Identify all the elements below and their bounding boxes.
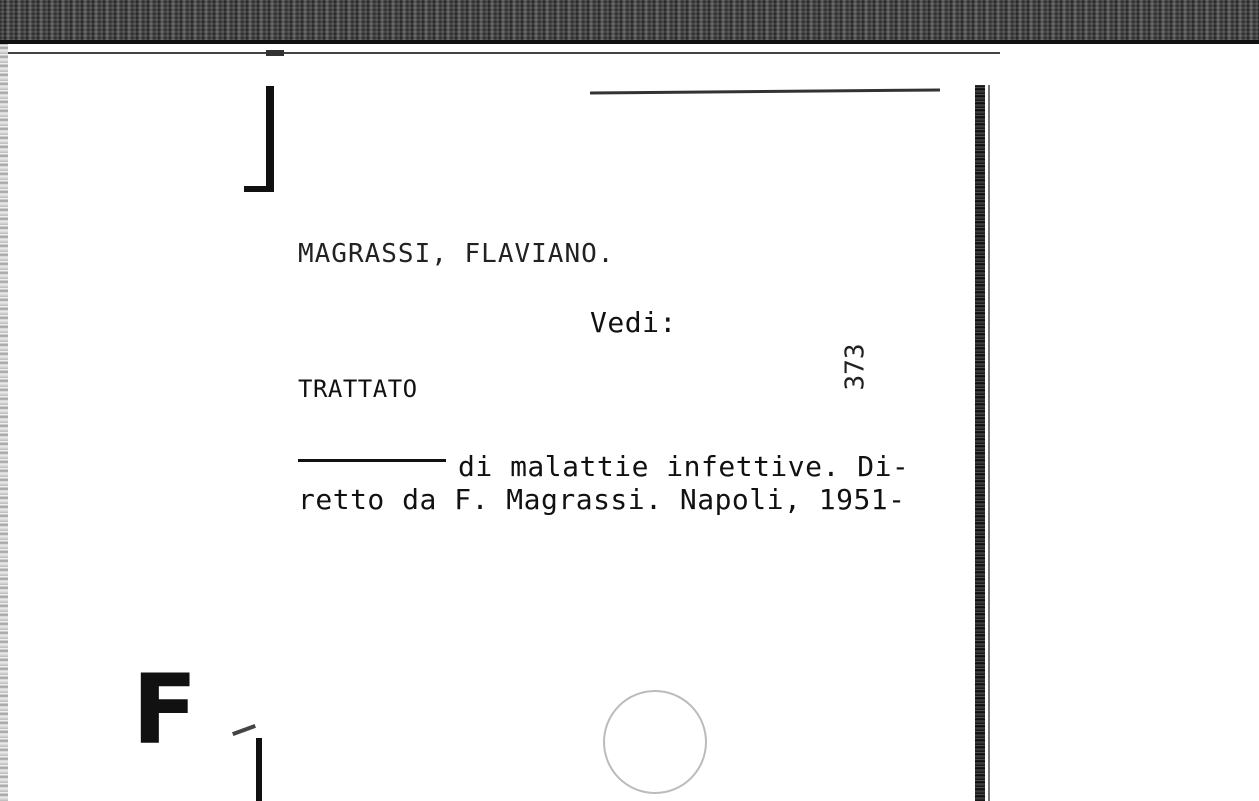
tab-tick-mark [232, 724, 256, 736]
see-reference-label: Vedi: [590, 306, 677, 339]
scanner-top-band [0, 0, 1259, 40]
author-heading: MAGRASSI, FLAVIANO. [298, 239, 615, 269]
cross-reference-title: TRATTATO [298, 375, 418, 403]
card-punch-hole [603, 690, 707, 794]
card-top-rule [0, 52, 1000, 54]
card-right-edge-shadow [988, 85, 990, 801]
description-line-1: di malattie infettive. Di- [458, 450, 910, 483]
card-right-edge [975, 85, 985, 801]
call-number: 373 [840, 343, 871, 391]
bracket-top-mark [266, 50, 284, 56]
bracket-vertical-mark [266, 86, 274, 190]
card-top-edge [0, 40, 1259, 44]
repeated-title-dash [298, 459, 446, 462]
left-margin-noise [0, 44, 8, 801]
tab-vertical-mark [256, 738, 262, 801]
struck-out-header [590, 88, 940, 94]
description-line-2: retto da F. Magrassi. Napoli, 1951- [298, 483, 906, 516]
bracket-horizontal-mark [244, 186, 274, 192]
tab-letter: F [132, 654, 198, 766]
